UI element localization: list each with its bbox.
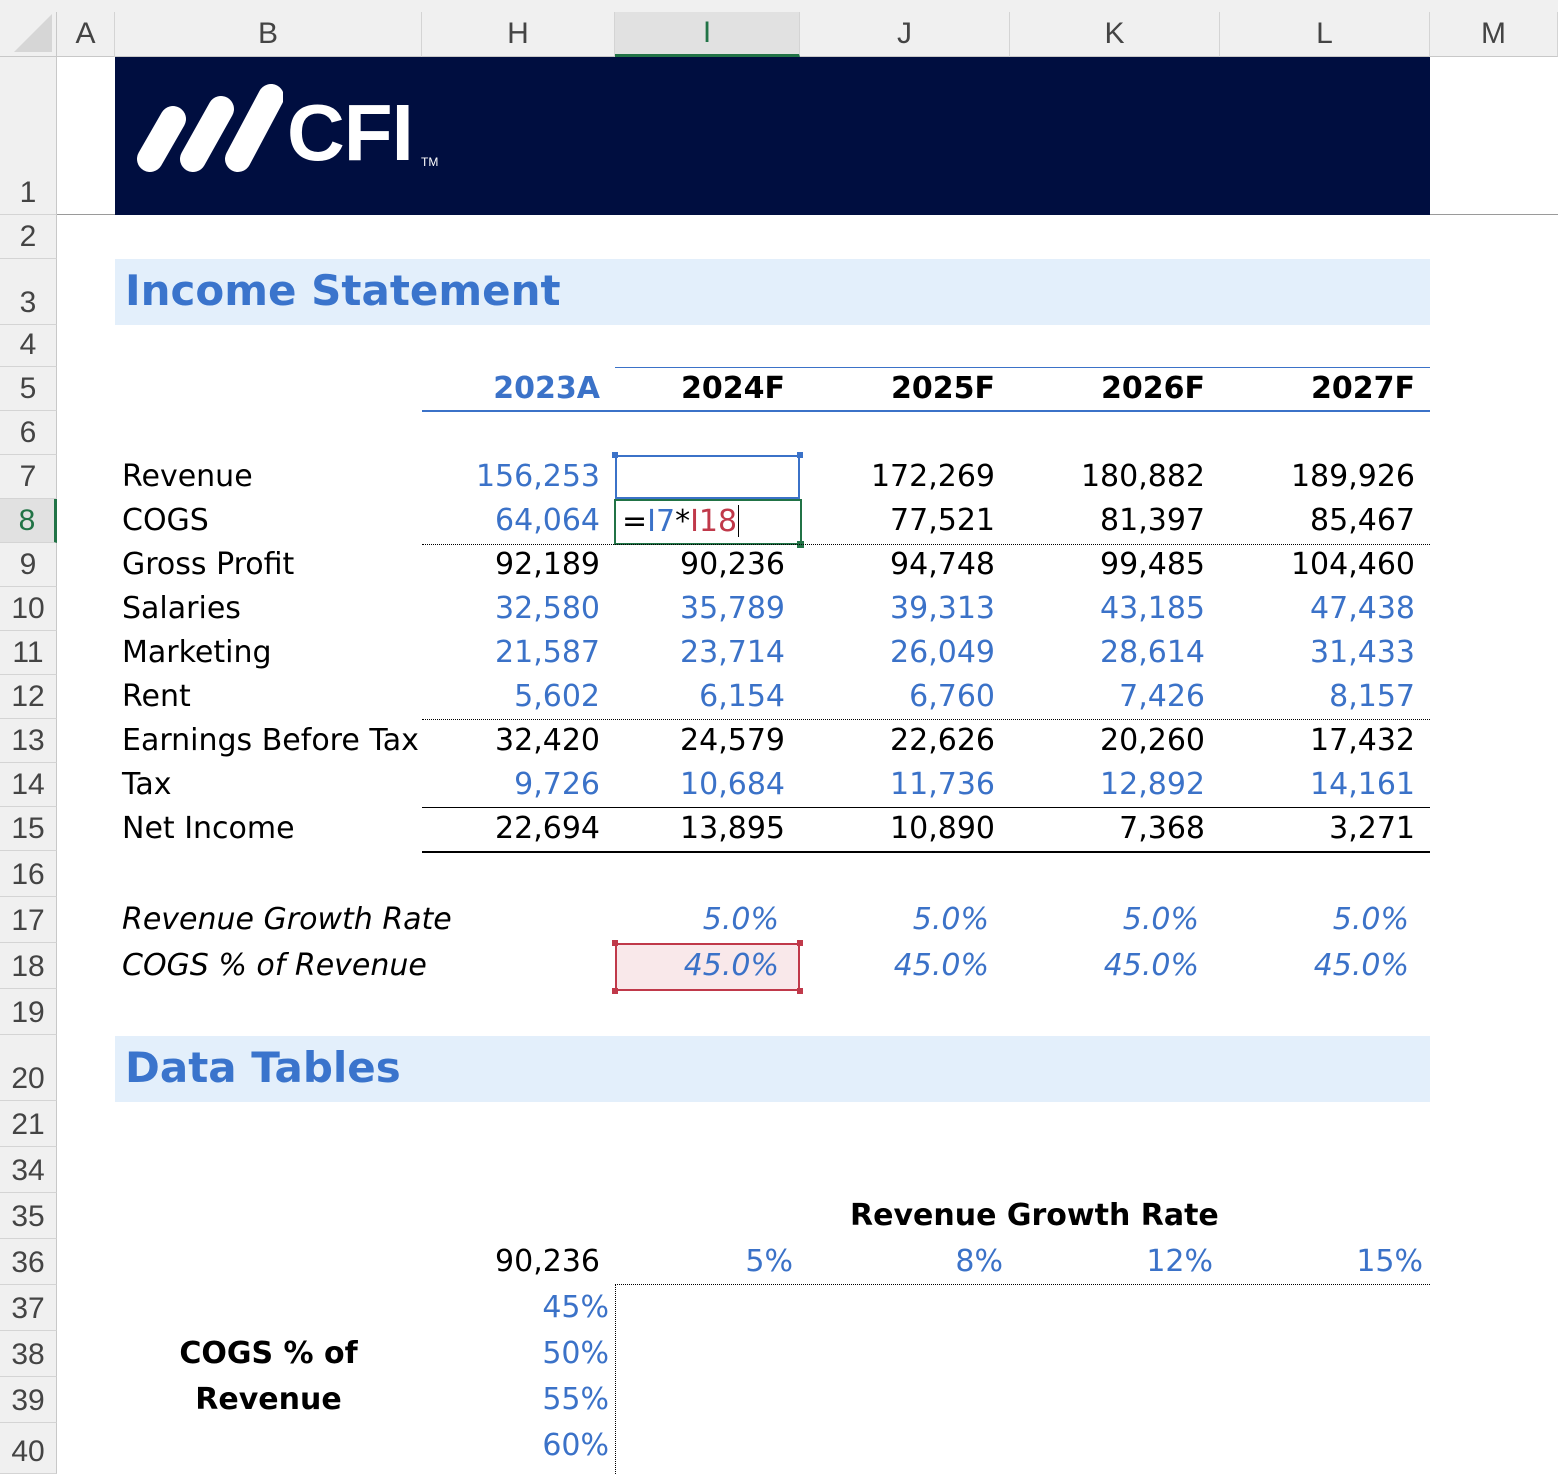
- cogs-2027f[interactable]: 85,467: [1310, 503, 1415, 538]
- logo-banner: [115, 57, 1430, 215]
- cogs-2023a[interactable]: 64,064: [495, 503, 600, 538]
- row-header-6[interactable]: 6: [0, 411, 57, 455]
- year-2024f[interactable]: 2024F: [681, 371, 785, 406]
- year-2026f[interactable]: 2026F: [1101, 371, 1205, 406]
- dt-corner-value[interactable]: 90,236: [495, 1244, 600, 1279]
- formula-text: [622, 500, 739, 544]
- revenue-growth-2027f[interactable]: 5.0%: [1332, 902, 1409, 937]
- row-header-38[interactable]: 38: [0, 1331, 57, 1377]
- revenue-growth-2026f[interactable]: 5.0%: [1122, 902, 1199, 937]
- gross-profit-2026f[interactable]: 99,485: [1100, 547, 1205, 582]
- select-all-button[interactable]: [0, 12, 57, 57]
- data-tables-section: [115, 1036, 1430, 1102]
- revenue-2027f[interactable]: 189,926: [1290, 459, 1415, 494]
- salaries-2026f[interactable]: 43,185: [1100, 591, 1205, 626]
- dt-growth-12[interactable]: 12%: [1146, 1244, 1213, 1279]
- dt-cogs-55[interactable]: 55%: [542, 1382, 609, 1417]
- net-income-2026f[interactable]: 7,368: [1119, 811, 1205, 846]
- ref-handle-red-bl: [612, 988, 618, 994]
- gross-profit-2024f[interactable]: 90,236: [680, 547, 785, 582]
- rent-2026f[interactable]: 7,426: [1119, 679, 1205, 714]
- cfi-logo-text: CFI: [287, 88, 413, 177]
- tax-2023a[interactable]: 9,726: [514, 767, 600, 802]
- tax-2026f[interactable]: 12,892: [1100, 767, 1205, 802]
- column-header-a[interactable]: A: [57, 12, 115, 57]
- trademark-mark: TM: [421, 155, 439, 169]
- column-header-j[interactable]: J: [800, 12, 1010, 57]
- rent-2023a[interactable]: 5,602: [514, 679, 600, 714]
- ebt-2027f[interactable]: 17,432: [1310, 723, 1415, 758]
- gross-profit-2027f[interactable]: 104,460: [1290, 547, 1415, 582]
- cogs-pct-label[interactable]: COGS % of Revenue: [122, 948, 427, 983]
- row-header-12[interactable]: 12: [0, 675, 57, 719]
- gross-profit-2023a[interactable]: 92,189: [495, 547, 600, 582]
- revenue-growth-2024f[interactable]: 5.0%: [702, 902, 779, 937]
- dt-cogs-label-line1[interactable]: COGS % of: [179, 1336, 358, 1371]
- tax-2027f[interactable]: 14,161: [1310, 767, 1415, 802]
- row-header-21[interactable]: 21: [0, 1101, 57, 1147]
- row-header-14[interactable]: 14: [0, 763, 57, 807]
- ref-handle-red-br: [797, 988, 803, 994]
- ref-handle-tl: [612, 452, 618, 458]
- marketing-label[interactable]: Marketing: [122, 635, 272, 670]
- dt-cogs-60[interactable]: 60%: [542, 1428, 609, 1463]
- row-header-35[interactable]: 35: [0, 1193, 57, 1239]
- column-header-l[interactable]: L: [1220, 12, 1430, 57]
- salaries-2027f[interactable]: 47,438: [1310, 591, 1415, 626]
- cogs-pct-2024f[interactable]: 45.0%: [683, 948, 779, 983]
- rent-label[interactable]: Rent: [122, 679, 191, 714]
- row-header-9[interactable]: 9: [0, 543, 57, 587]
- dt-cogs-label-line2[interactable]: Revenue: [195, 1382, 342, 1417]
- dt-growth-15[interactable]: 15%: [1356, 1244, 1423, 1279]
- revenue-2025f[interactable]: 172,269: [870, 459, 995, 494]
- net-income-2024f[interactable]: 13,895: [680, 811, 785, 846]
- formula-equals: =: [622, 504, 648, 539]
- revenue-2024f-referenced-cell[interactable]: [615, 455, 800, 499]
- cogs-label[interactable]: COGS: [122, 503, 209, 538]
- row-header-20[interactable]: 20: [0, 1035, 57, 1101]
- row-header-3[interactable]: 3: [0, 259, 57, 325]
- row-header-8[interactable]: 8: [0, 499, 57, 543]
- cogs-pct-2025f[interactable]: 45.0%: [893, 948, 989, 983]
- cogs-2025f[interactable]: 77,521: [890, 503, 995, 538]
- year-2023a[interactable]: 2023A: [493, 371, 600, 406]
- salaries-label[interactable]: Salaries: [122, 591, 241, 626]
- net-income-2025f[interactable]: 10,890: [890, 811, 995, 846]
- column-header-m[interactable]: M: [1430, 12, 1558, 57]
- formula-ref-revenue: I7: [647, 504, 676, 539]
- cogs-pct-2027f[interactable]: 45.0%: [1313, 948, 1409, 983]
- row-header-18[interactable]: 18: [0, 943, 57, 989]
- row-header-4[interactable]: 4: [0, 325, 57, 367]
- formula-ref-cogs-pct: I18: [690, 504, 738, 539]
- row-header-17[interactable]: 17: [0, 897, 57, 943]
- revenue-label[interactable]: Revenue: [122, 459, 253, 494]
- marketing-2024f[interactable]: 23,714: [680, 635, 785, 670]
- revenue-2023a[interactable]: 156,253: [475, 459, 600, 494]
- dt-growth-8[interactable]: 8%: [955, 1244, 1003, 1279]
- income-statement-title: Income Statement: [125, 266, 561, 315]
- gross-profit-2025f[interactable]: 94,748: [890, 547, 995, 582]
- row-header-15[interactable]: 15: [0, 807, 57, 851]
- header-strip: [0, 0, 1558, 12]
- column-header-h[interactable]: H: [422, 12, 615, 57]
- rent-2027f[interactable]: 8,157: [1329, 679, 1415, 714]
- marketing-2026f[interactable]: 28,614: [1100, 635, 1205, 670]
- tax-2025f[interactable]: 11,736: [890, 767, 995, 802]
- marketing-2023a[interactable]: 21,587: [495, 635, 600, 670]
- salaries-2023a[interactable]: 32,580: [495, 591, 600, 626]
- revenue-growth-2025f[interactable]: 5.0%: [912, 902, 989, 937]
- dt-growth-5[interactable]: 5%: [745, 1244, 793, 1279]
- row-header-5[interactable]: 5: [0, 367, 57, 411]
- dt-side-border: [615, 1284, 616, 1474]
- year-2027f[interactable]: 2027F: [1311, 371, 1415, 406]
- row-header-19[interactable]: 19: [0, 989, 57, 1035]
- cogs-pct-2026f[interactable]: 45.0%: [1103, 948, 1199, 983]
- net-income-label[interactable]: Net Income: [122, 811, 295, 846]
- row-header-37[interactable]: 37: [0, 1285, 57, 1331]
- dt-cogs-45[interactable]: 45%: [542, 1290, 609, 1325]
- ebt-2025f[interactable]: 22,626: [890, 723, 995, 758]
- dt-cogs-50[interactable]: 50%: [542, 1336, 609, 1371]
- text-cursor: [738, 505, 739, 537]
- row-header-13[interactable]: 13: [0, 719, 57, 763]
- gross-profit-label[interactable]: Gross Profit: [122, 547, 295, 582]
- row-header-11[interactable]: 11: [0, 631, 57, 675]
- cogs-2026f[interactable]: 81,397: [1100, 503, 1205, 538]
- dt-header-border: [615, 1284, 1430, 1285]
- ebt-label[interactable]: Earnings Before Tax: [122, 723, 419, 758]
- marketing-2027f[interactable]: 31,433: [1310, 635, 1415, 670]
- ebt-2026f[interactable]: 20,260: [1100, 723, 1205, 758]
- tax-2024f[interactable]: 10,684: [680, 767, 785, 802]
- year-2025f[interactable]: 2025F: [891, 371, 995, 406]
- row-header-34[interactable]: 34: [0, 1147, 57, 1193]
- dt-growth-header[interactable]: Revenue Growth Rate: [850, 1198, 1219, 1233]
- row-header-10[interactable]: 10: [0, 587, 57, 631]
- tax-label[interactable]: Tax: [122, 767, 172, 802]
- rent-2025f[interactable]: 6,760: [909, 679, 995, 714]
- row-header-16[interactable]: 16: [0, 851, 57, 897]
- column-header-i[interactable]: I: [615, 12, 800, 57]
- revenue-2026f[interactable]: 180,882: [1080, 459, 1205, 494]
- select-all-triangle-icon: [14, 14, 52, 52]
- net-income-bottom-border: [422, 851, 1430, 853]
- ebt-2024f[interactable]: 24,579: [680, 723, 785, 758]
- row-header-2[interactable]: 2: [0, 215, 57, 259]
- row-header-40[interactable]: 40: [0, 1423, 57, 1474]
- cfi-slashes-icon: [133, 79, 283, 179]
- salaries-2025f[interactable]: 39,313: [890, 591, 995, 626]
- row-header-39[interactable]: 39: [0, 1377, 57, 1423]
- formula-operator: *: [675, 504, 691, 539]
- net-income-2027f[interactable]: 3,271: [1329, 811, 1415, 846]
- revenue-growth-label[interactable]: Revenue Growth Rate: [122, 902, 452, 937]
- salaries-2024f[interactable]: 35,789: [680, 591, 785, 626]
- rent-2024f[interactable]: 6,154: [699, 679, 785, 714]
- income-statement-section: [115, 259, 1430, 325]
- marketing-2025f[interactable]: 26,049: [890, 635, 995, 670]
- row-header-36[interactable]: 36: [0, 1239, 57, 1285]
- row-header-7[interactable]: 7: [0, 455, 57, 499]
- column-header-k[interactable]: K: [1010, 12, 1220, 57]
- data-tables-title: Data Tables: [125, 1043, 401, 1092]
- column-header-b[interactable]: B: [115, 12, 422, 57]
- ebt-2023a[interactable]: 32,420: [495, 723, 600, 758]
- row-header-1[interactable]: 1: [0, 57, 57, 215]
- net-income-2023a[interactable]: 22,694: [495, 811, 600, 846]
- active-cell-editor[interactable]: [614, 499, 802, 545]
